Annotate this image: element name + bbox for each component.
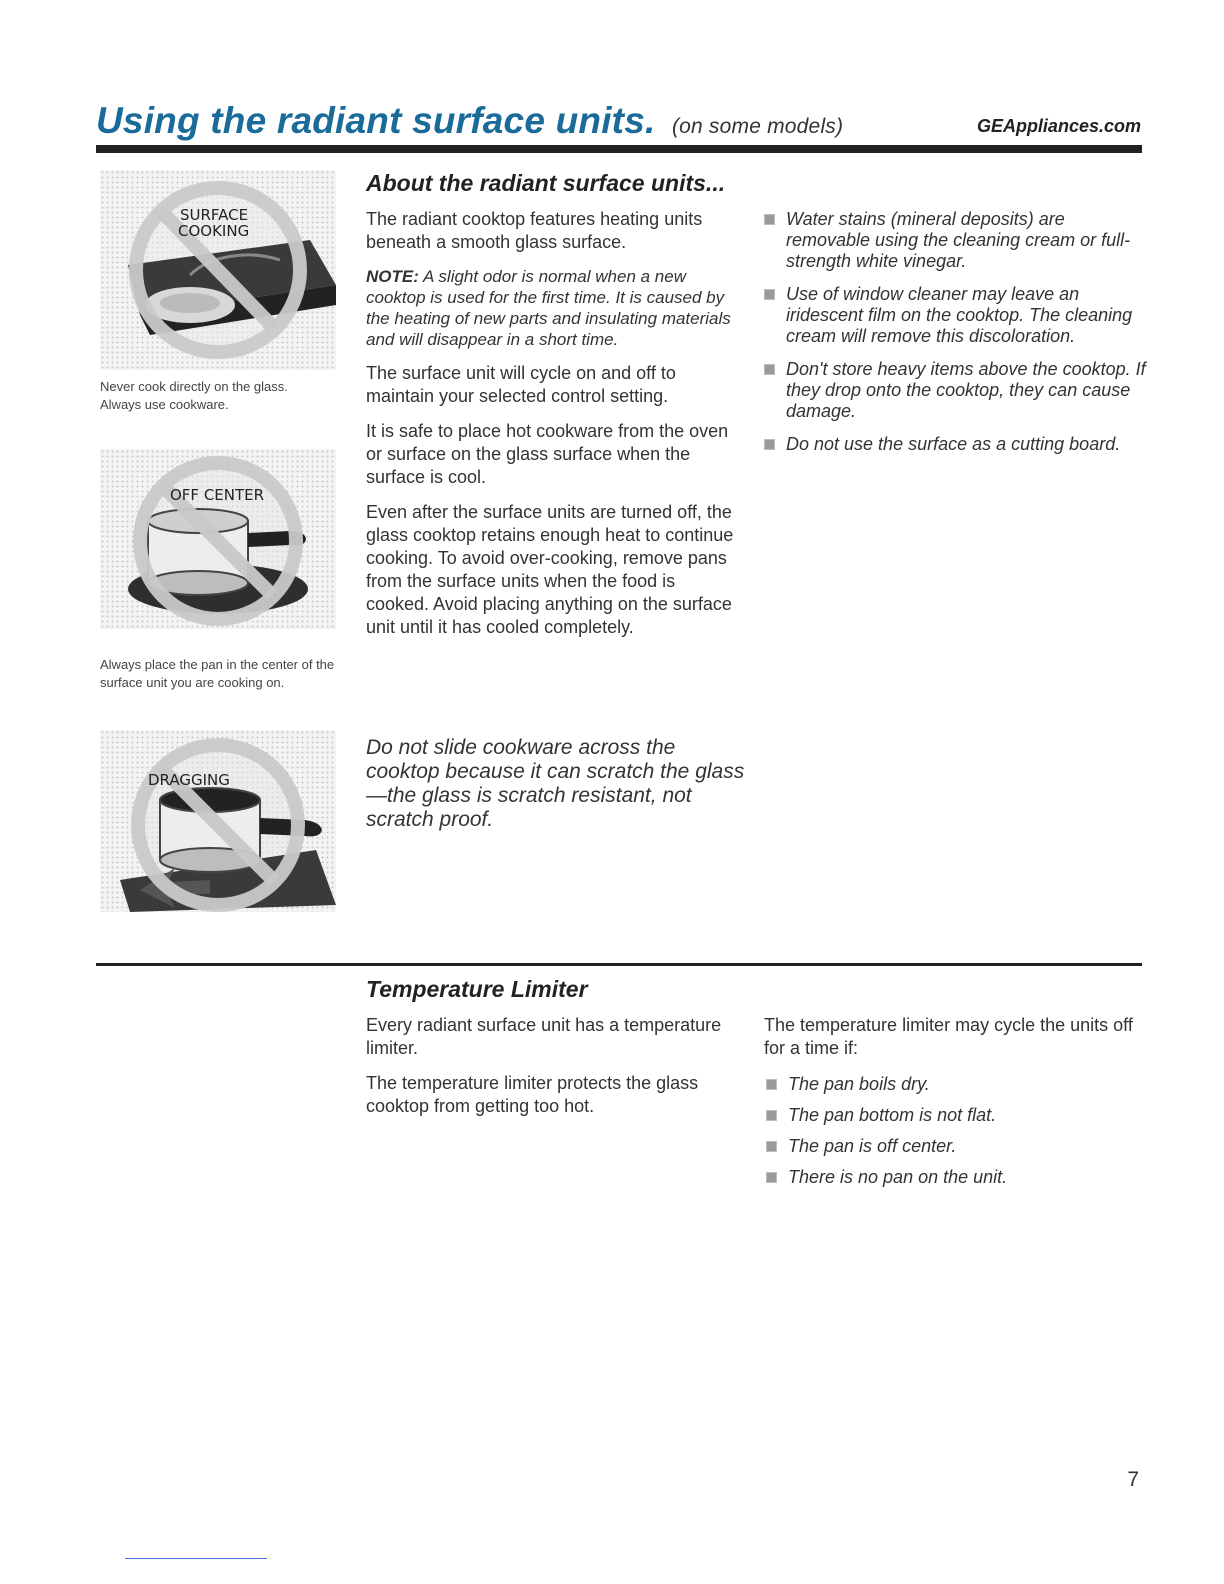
caption-surface-cooking: Never cook directly on the glass. Always use cookware. — [100, 379, 288, 412]
limiter-conditions — [764, 1014, 1148, 1198]
section-heading-about: About the radiant surface units... — [366, 170, 726, 196]
about-bullets — [762, 209, 1146, 467]
list-item: The pan boils dry. — [764, 1074, 1148, 1095]
note-label: NOTE: — [366, 267, 419, 286]
list-item: Use of window cleaner may leave an iridescent film on the cooktop. The cleaning cream will remove this discoloration. — [762, 284, 1146, 347]
about-paragraph-3: It is safe to place hot cookware from the oven or surface on the glass surface when the surface is cool. — [366, 421, 729, 487]
prohibition-icon — [100, 449, 336, 629]
prohibition-icon — [100, 170, 336, 370]
page-subtitle: (on some models) — [671, 115, 844, 138]
bullet-icon — [766, 1172, 777, 1183]
page-number: 7 — [1127, 1468, 1139, 1491]
page-title — [96, 100, 843, 142]
bullet-icon — [764, 289, 775, 300]
list-item: Don't store heavy items above the cooktop. If they drop onto the cooktop, they can cause damage. — [762, 359, 1146, 422]
bullet-icon — [766, 1079, 777, 1090]
bullet-icon — [766, 1110, 777, 1121]
about-note — [366, 266, 742, 350]
section-heading-limiter: Temperature Limiter — [366, 976, 588, 1002]
bullet-icon — [766, 1141, 777, 1152]
illustration-label: DRAGGING — [148, 771, 230, 789]
list-item: The pan bottom is not flat. — [764, 1105, 1148, 1126]
about-paragraph-2: The surface unit will cycle on and off to maintain your selected control setting. — [366, 363, 676, 406]
illustration-off-center — [100, 449, 336, 629]
dragging-warning: Do not slide cookware across the cooktop because it can scratch the glass—the glass is scratch resistant, not scratch proof. — [366, 736, 745, 831]
illustration-surface-cooking — [100, 170, 336, 370]
illustration-label: OFF CENTER — [170, 486, 265, 504]
bullet-icon — [764, 439, 775, 450]
page-title-text: Using the radiant surface units. — [96, 100, 656, 141]
limiter-body — [366, 1014, 742, 1130]
prohibition-icon — [100, 730, 336, 912]
limiter-paragraph-1: Every radiant surface unit has a temperature limiter. — [366, 1015, 722, 1058]
about-paragraph-4: Even after the surface units are turned off, the glass cooktop retains enough heat to continue cooking. To avoid over-cooking, remove pans from the surface units when the food is cooked. Avoid placing anything on the surface unit until it has cooled completely. — [366, 502, 734, 637]
caption-off-center: Always place the pan in the center of the surface unit you are cooking on. — [100, 657, 335, 690]
list-item: The pan is off center. — [764, 1136, 1148, 1157]
list-item: Water stains (mineral deposits) are removable using the cleaning cream or full-strength white vinegar. — [762, 209, 1146, 272]
limiter-intro: The temperature limiter may cycle the units off for a time if: — [764, 1015, 1133, 1058]
about-paragraph-1: The radiant cooktop features heating units beneath a smooth glass surface. — [366, 209, 703, 252]
site-url: GEAppliances.com — [976, 116, 1141, 136]
illustration-label-line1: SURFACE — [180, 206, 249, 224]
bullet-icon — [764, 364, 775, 375]
limiter-paragraph-2: The temperature limiter protects the glass cooktop from getting too hot. — [366, 1073, 699, 1116]
illustration-label-line2: COOKING — [178, 222, 250, 240]
list-item: Do not use the surface as a cutting board. — [762, 434, 1146, 455]
about-body — [366, 208, 742, 651]
illustration-dragging — [100, 730, 336, 912]
header-rule — [96, 145, 1142, 153]
note-text: A slight odor is normal when a new cooktop is used for the first time. It is caused by the heating of new parts and insulating materials and will disappear in a short time. — [366, 267, 731, 349]
list-item: There is no pan on the unit. — [764, 1167, 1148, 1188]
section-rule — [96, 963, 1142, 966]
bullet-icon — [764, 214, 775, 225]
footer-line — [125, 1558, 267, 1559]
